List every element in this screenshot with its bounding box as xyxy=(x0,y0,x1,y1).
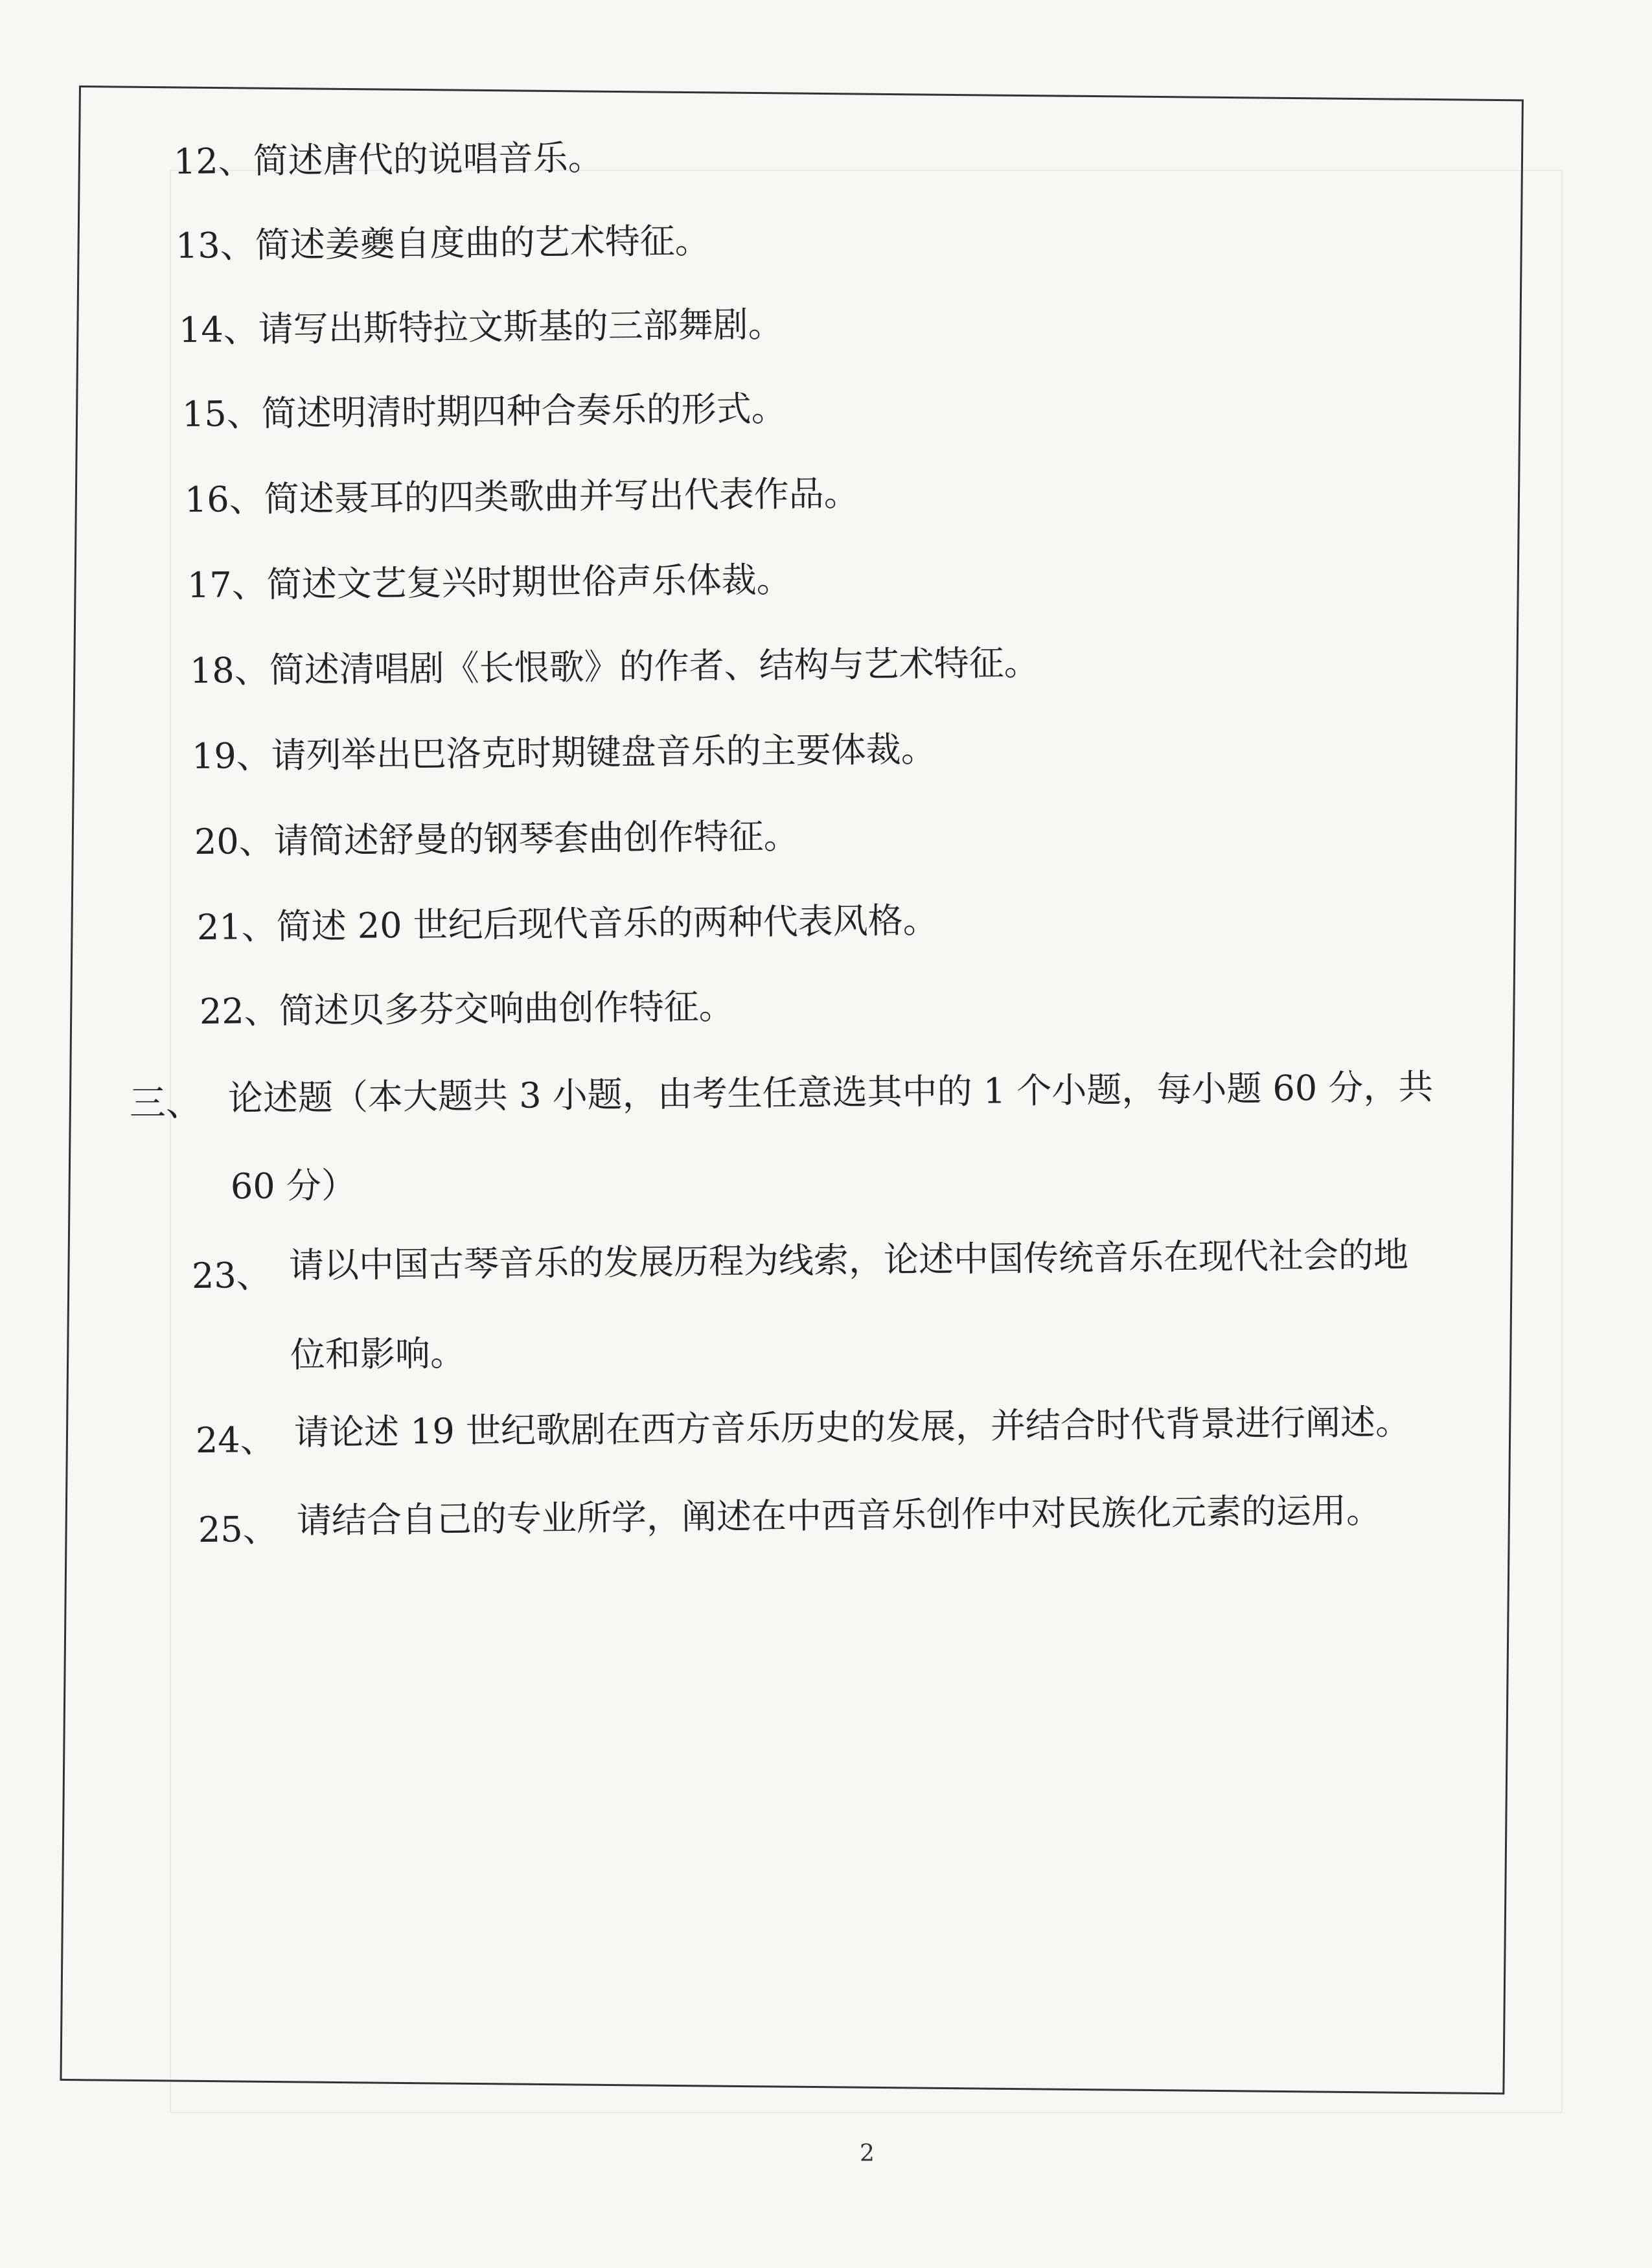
question-number: 19、 xyxy=(191,735,272,777)
question-25-line1: 请结合自己的专业所学，阐述在中西音乐创作中对民族化元素的运用。 xyxy=(296,1489,1382,1541)
question-23-number: 23、 xyxy=(191,1254,272,1296)
question-text: 简述清唱剧《长恨歌》的作者、结构与艺术特征。 xyxy=(269,642,1039,691)
question-number: 12、 xyxy=(173,140,254,182)
question-23-line1: 请以中国古琴音乐的发展历程为线索，论述中国传统音乐在现代社会的地 xyxy=(288,1234,1409,1286)
question-text: 简述贝多芬交响曲创作特征。 xyxy=(279,986,734,1031)
question-24-number: 24、 xyxy=(195,1419,276,1461)
question-text: 简述 20 世纪后现代音乐的两种代表风格。 xyxy=(276,900,939,947)
question-text: 简述文艺复兴时期世俗声乐体裁。 xyxy=(266,559,792,605)
question-14 xyxy=(179,304,783,351)
question-number: 13、 xyxy=(175,224,256,266)
question-number: 14、 xyxy=(178,308,259,350)
question-text: 简述明清时期四种合奏乐的形式。 xyxy=(261,388,786,434)
question-24-line1: 请论述 19 世纪歌剧在西方音乐历史的发展，并结合时代背景进行阐述。 xyxy=(293,1401,1411,1453)
section-3-title-line1: 论述题（本大题共 3 小题，由考生任意选其中的 1 个小题，每小题 60 分，共 xyxy=(227,1066,1434,1119)
question-number: 15、 xyxy=(181,393,262,435)
question-text: 简述唐代的说唱音乐。 xyxy=(253,137,603,181)
section-3-title-line2: 60 分） xyxy=(230,1165,357,1207)
question-number: 18、 xyxy=(189,649,270,691)
page-number: 2 xyxy=(860,2140,875,2167)
question-15 xyxy=(182,388,786,435)
question-text: 请列举出巴洛克时期键盘音乐的主要体裁。 xyxy=(271,728,936,776)
question-number: 22、 xyxy=(199,990,280,1032)
section-3-number: 三、 xyxy=(130,1082,202,1125)
question-17 xyxy=(187,559,792,606)
question-20 xyxy=(194,816,799,863)
question-number: 20、 xyxy=(194,820,275,862)
question-22 xyxy=(200,986,734,1033)
question-text: 请写出斯特拉文斯基的三部舞剧。 xyxy=(258,304,783,350)
question-23-line2: 位和影响。 xyxy=(290,1333,466,1375)
question-16 xyxy=(185,473,859,521)
question-18 xyxy=(190,642,1039,692)
question-25-number: 25、 xyxy=(198,1508,279,1550)
question-21 xyxy=(197,900,938,948)
question-text: 简述聂耳的四类歌曲并写出代表作品。 xyxy=(264,473,859,520)
question-12 xyxy=(174,137,603,183)
question-text: 简述姜夔自度曲的艺术特征。 xyxy=(255,220,710,266)
question-number: 16、 xyxy=(184,478,265,520)
question-text: 请简述舒曼的钢琴套曲创作特征。 xyxy=(273,816,799,862)
question-13 xyxy=(176,220,710,267)
question-19 xyxy=(192,729,936,777)
question-number: 17、 xyxy=(187,564,268,606)
question-number: 21、 xyxy=(196,906,277,948)
